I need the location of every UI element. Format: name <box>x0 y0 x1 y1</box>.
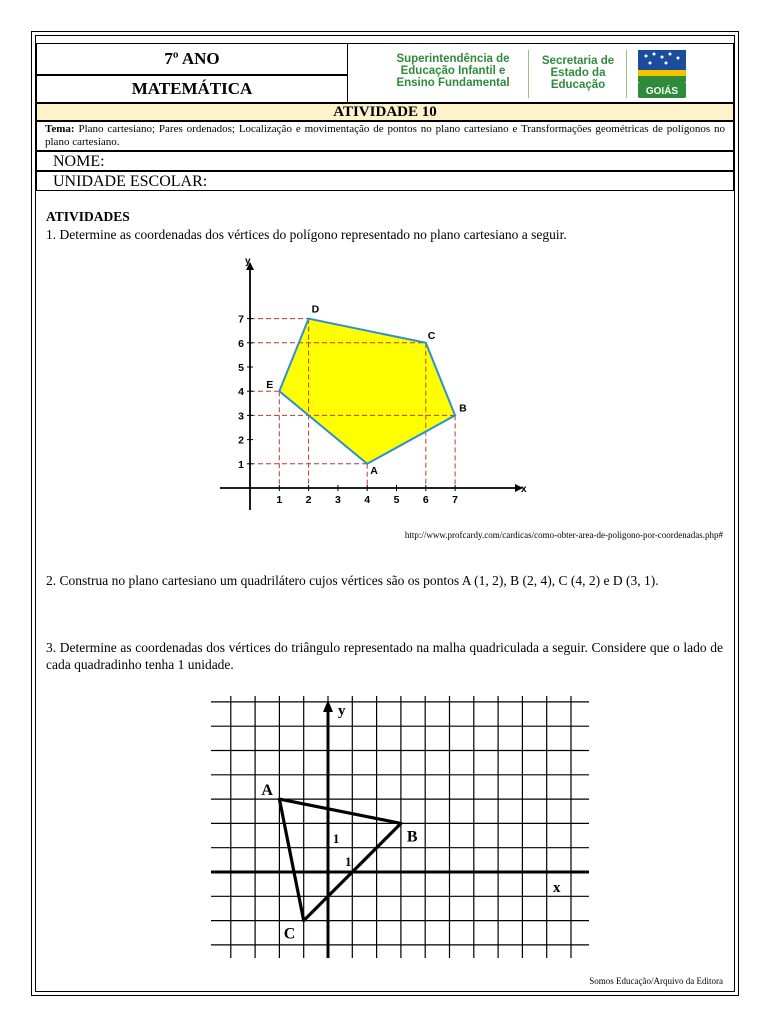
vertex-label-b: B <box>459 402 467 415</box>
logo-divider <box>528 50 529 98</box>
x-tick-label: 5 <box>393 494 400 506</box>
x-tick-label: 7 <box>452 494 459 506</box>
triangle <box>279 799 401 921</box>
theme-box <box>36 121 734 151</box>
polygon-figure <box>215 250 535 520</box>
theme-text: Plano cartesiano; Pares ordenados; Localização e movimentação de pontos no plano cartesiano e Transformações geométricas de polígonos no plano cartesiano. <box>45 123 726 148</box>
figure-2-source: Somos Educação/Arquivo da Editora <box>589 976 723 986</box>
goias-logo-label: GOIÁS <box>645 86 679 97</box>
y-tick-label: 6 <box>238 337 244 350</box>
triangle-grid-figure <box>205 690 595 960</box>
question-2: 2. Construa no plano cartesiano um quadrilátero cujos vértices são os pontos A (1, 2), B (2, 4), C (4, 2) e D (3, 1). <box>46 573 659 588</box>
vertex-label-e: E <box>266 379 274 392</box>
activity-title: ATIVIDADE 10 <box>36 103 734 121</box>
x-tick-label: 6 <box>422 494 429 506</box>
question-3: 3. Determine as coordenadas dos vértices do triângulo representado na malha quadriculada a seguir. Considere que o lado de cada quadradinho tenha 1 unidade. <box>46 640 723 672</box>
y-tick-label: 4 <box>238 386 244 399</box>
question-1: 1. Determine as coordenadas dos vértices do polígono representado no plano cartesiano a seguir. <box>46 227 567 242</box>
vertex-label-a: A <box>370 464 378 477</box>
y-tick-label: 1 <box>238 458 244 471</box>
theme-label: Tema: <box>45 123 75 135</box>
vertex-label-d: D <box>311 303 320 316</box>
name-field[interactable]: NOME: <box>36 151 734 171</box>
y-tick-label: 5 <box>238 362 244 374</box>
unit-label-y: 1 <box>332 830 340 846</box>
superintendencia-logo-text: Superintendência de Educação Infantil e Ensino Fundamental <box>396 53 510 89</box>
figure-1-source: http://www.profcardy.com/cardicas/como-obter-area-de-poligono-por-coordenadas.php# <box>404 530 723 540</box>
y-tick-label: 3 <box>238 410 244 423</box>
goias-logo <box>636 48 688 100</box>
x-axis-label: x <box>553 880 561 896</box>
vertex-label-a: A <box>261 782 273 800</box>
subject-cell: MATEMÁTICA <box>36 75 348 103</box>
vertex-label-c: C <box>283 925 296 943</box>
logo-divider <box>626 50 627 98</box>
school-field[interactable]: UNIDADE ESCOLAR: <box>36 171 734 191</box>
vertex-label-c: C <box>427 329 436 342</box>
x-tick-label: 1 <box>276 494 283 506</box>
x-tick-label: 2 <box>305 494 312 506</box>
y-tick-label: 2 <box>238 434 244 447</box>
logo-banner <box>348 43 734 103</box>
y-axis-label: y <box>338 703 346 719</box>
y-tick-label: 7 <box>238 313 244 326</box>
x-tick-label: 4 <box>364 494 371 506</box>
x-axis-label: x <box>521 484 527 495</box>
vertex-label-b: B <box>406 828 418 846</box>
grade-cell: 7º ANO <box>36 43 348 75</box>
secretaria-logo-text: Secretaria de Estado da Educação <box>541 55 615 91</box>
section-title: ATIVIDADES <box>46 209 130 224</box>
x-tick-label: 3 <box>334 494 341 506</box>
y-axis-label: y <box>245 256 251 267</box>
unit-label-x: 1 <box>345 854 352 869</box>
